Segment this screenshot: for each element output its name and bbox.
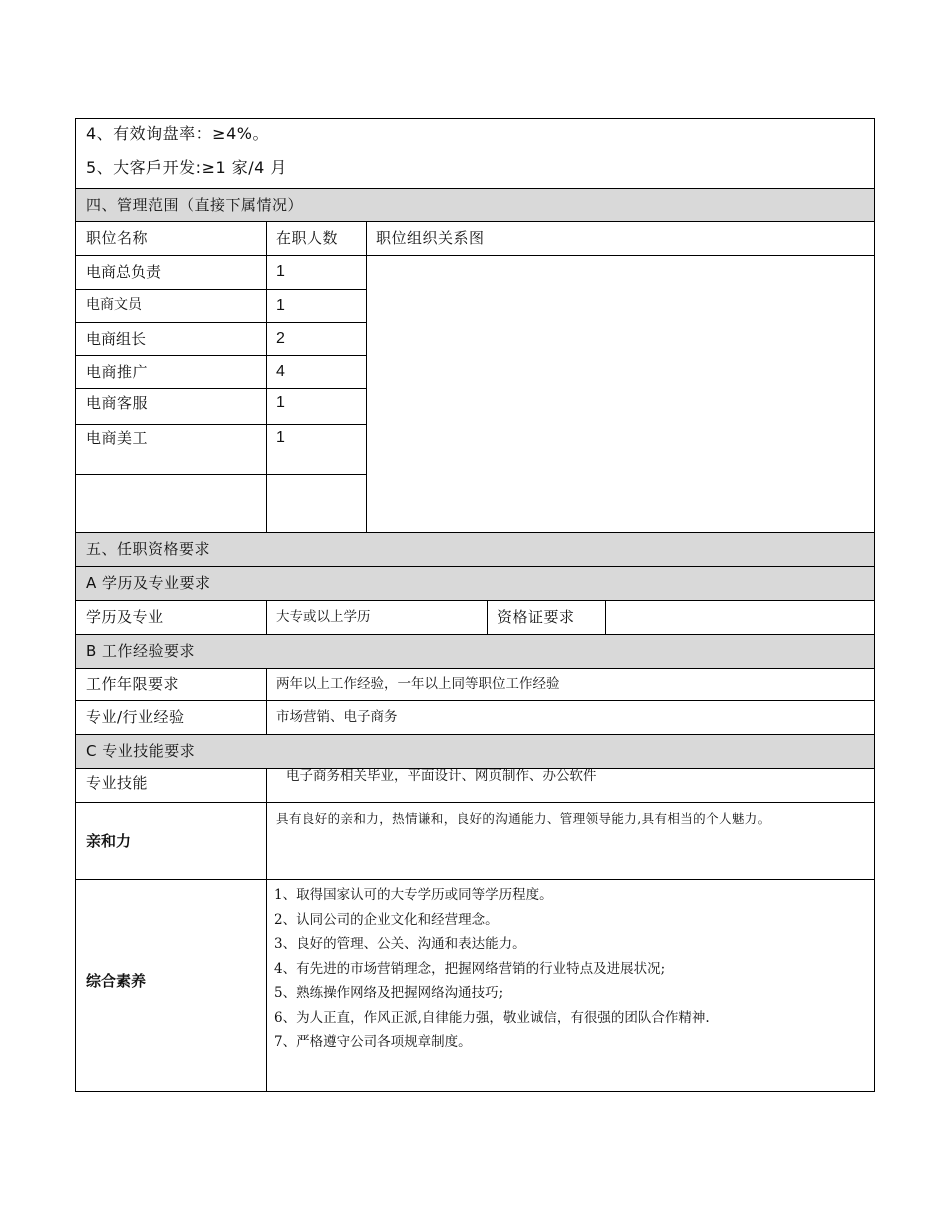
col-org-chart-header: 职位组织关系图 [376, 229, 485, 247]
industry-experience-value: 市场营销、电子商务 [276, 708, 398, 725]
position-count: 4 [276, 362, 285, 380]
kpi-item-5: 5、大客戶开发:≥1 家/4 月 [86, 158, 287, 178]
section5b-title: B 工作经验要求 [86, 642, 196, 660]
skill-value: 电子商务相关毕业，平面设计、网页制作、办公软件 [286, 768, 597, 784]
position-name: 电商总负责 [86, 263, 162, 281]
position-name: 电商推广 [86, 362, 149, 381]
affinity-value: 具有良好的亲和力，热情谦和，良好的沟通能力、管理领导能力,具有相当的个人魅力。 [276, 811, 771, 826]
kpi-item-4: 4、有效询盘率：≥4%。 [86, 124, 269, 144]
quality-item: 3、良好的管理、公关、沟通和表达能力。 [274, 936, 526, 952]
col-count-header: 在职人数 [276, 229, 339, 247]
col-position-header: 职位名称 [86, 229, 149, 247]
position-count: 1 [276, 296, 285, 314]
industry-experience-label: 专业/行业经验 [86, 708, 185, 726]
position-count: 2 [276, 329, 285, 347]
quality-item: 6、为人正直，作风正派,自律能力强，敬业诚信，有很强的团队合作精神. [274, 1009, 710, 1026]
certificate-label: 资格证要求 [497, 608, 575, 626]
position-name [76, 474, 266, 532]
quality-item: 5、熟练操作网络及把握网络沟通技巧; [274, 985, 504, 1001]
section5-title: 五、任职资格要求 [86, 540, 211, 558]
work-years-value: 两年以上工作经验，一年以上同等职位工作经验 [276, 675, 560, 692]
position-count: 1 [276, 393, 285, 411]
affinity-label: 亲和力 [86, 831, 132, 850]
section5c-title: C 专业技能要求 [86, 742, 196, 760]
overall-quality-list [274, 883, 864, 1055]
position-count [266, 474, 366, 532]
education-label: 学历及专业 [86, 608, 164, 626]
position-name: 电商美工 [86, 429, 149, 447]
section4-title: 四、管理范围（直接下属情况） [86, 195, 304, 214]
quality-item: 7、严格遵守公司各项规章制度。 [274, 1034, 472, 1050]
position-count: 1 [276, 263, 285, 281]
position-name: 电商组长 [86, 329, 147, 348]
org-chart-area [367, 256, 874, 532]
quality-item: 4、有先进的市场营销理念，把握网络营销的行业特点及进展状况; [274, 960, 666, 977]
position-name: 电商文员 [86, 297, 142, 314]
education-value: 大专或以上学历 [276, 608, 371, 625]
quality-item: 1、取得国家认可的大专学历或同等学历程度。 [274, 887, 553, 903]
job-description-table [75, 118, 875, 1092]
position-name: 电商客服 [86, 393, 149, 412]
skill-label: 专业技能 [86, 774, 149, 792]
overall-quality-label: 综合素养 [86, 971, 147, 990]
quality-item: 2、认同公司的企业文化和经营理念。 [274, 911, 499, 928]
section5a-title: A 学历及专业要求 [86, 574, 211, 592]
certificate-value [605, 600, 874, 634]
position-count: 1 [276, 429, 285, 447]
work-years-label: 工作年限要求 [86, 675, 180, 693]
